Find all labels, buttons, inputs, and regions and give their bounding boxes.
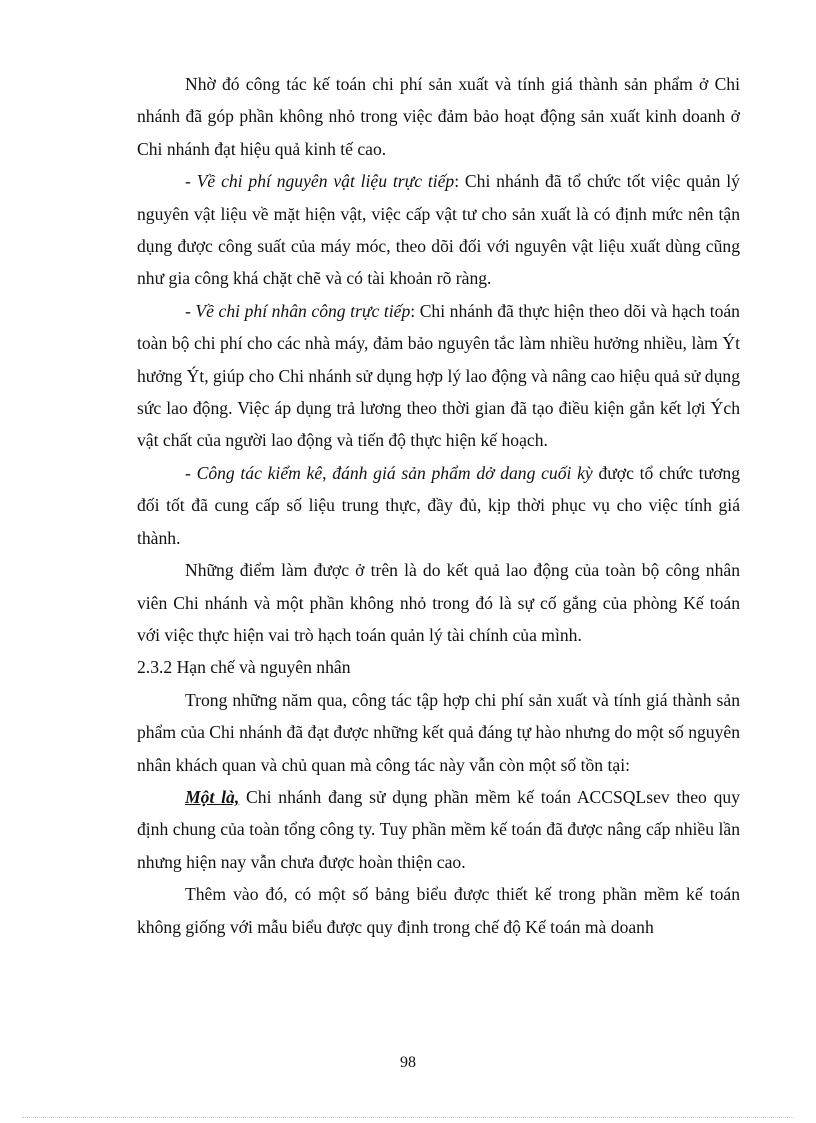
body-text — [137, 68, 740, 943]
paragraph-text: được tổ chức tương đối tốt đã cung cấp số liệu trung thực, đầy đủ, kịp thời phục vụ cho việc tính giá thành. — [137, 462, 740, 548]
italic-label-materials: Về chi phí nguyên vật liệu trực tiếp — [196, 171, 455, 192]
paragraph-text: Trong những năm qua, công tác tập hợp chi phí sản xuất và tính giá thành sản phẩm của Chi nhánh đã đạt được những kết quả đáng tự hào nhưng do một số nguyên nhân khách quan và chủ quan mà công tác này vẫn còn một số tồn tại: — [137, 689, 741, 775]
page-number: 98 — [400, 1054, 416, 1071]
italic-label-labor: Về chi phí nhân công trực tiếp — [195, 300, 411, 321]
section-heading — [137, 651, 740, 683]
bullet-dash: - — [185, 462, 197, 483]
paragraph-limitations-intro — [137, 684, 740, 781]
paragraph-text: Chi nhánh đang sử dụng phần mềm kế toán ACCSQLsev theo quy định chung của toàn tổng công ty. Tuy phần mềm kế toán đã được nâng cấp nhiều lần nhưng hiện nay vẫn chưa được hoàn thiện cao. — [137, 786, 740, 872]
footer-divider — [22, 1117, 794, 1118]
paragraph-first-limitation — [137, 781, 740, 878]
italic-label-inventory: Công tác kiểm kê, đánh giá sản phẩm dở dang cuối kỳ — [196, 462, 593, 483]
paragraph-additional — [137, 878, 740, 943]
paragraph-materials — [137, 165, 740, 295]
bullet-dash: - — [185, 300, 196, 321]
lead-label-first: Một là, — [185, 786, 240, 807]
paragraph-achievements — [137, 554, 740, 651]
paragraph-text: : Chi nhánh đã tổ chức tốt việc quản lý nguyên vật liệu về mặt hiện vật, việc cấp vật tư cho sản xuất là có định mức nên tận dụng được công suất của máy móc, theo dõi đối với nguyên vật liệu xuất dùng cũng như gia công khá chặt chẽ và có tài khoản rõ ràng. — [137, 171, 740, 289]
paragraph-text: Những điểm làm được ở trên là do kết quả lao động của toàn bộ công nhân viên Chi nhánh và một phần không nhỏ trong đó là sự cố gắng của phòng Kế toán với việc thực hiện vai trò hạch toán quản lý tài chính của mình. — [137, 560, 740, 645]
paragraph-labor — [137, 295, 740, 457]
heading-text: 2.3.2 Hạn chế và nguyên nhân — [137, 657, 351, 678]
paragraph-text: Nhờ đó công tác kế toán chi phí sản xuất và tính giá thành sản phẩm ở Chi nhánh đã góp phần không nhỏ trong việc đảm bảo hoạt động sản xuất kinh doanh ở Chi nhánh đạt hiệu quả kinh tế cao. — [137, 74, 740, 159]
bullet-dash: - — [185, 171, 197, 192]
paragraph-text: Thêm vào đó, có một số bảng biểu được thiết kế trong phần mềm kế toán không giống với mẫu biểu được quy định trong chế độ Kế toán mà doanh — [137, 884, 740, 937]
paragraph-conclusion-intro — [137, 68, 740, 165]
paragraph-text: : Chi nhánh đã thực hiện theo dõi và hạch toán toàn bộ chi phí cho các nhà máy, đảm bảo nguyên tắc làm nhiều hưởng nhiều, làm Ýt hưởng Ýt, giúp cho Chi nhánh sử dụng hợp lý lao động và nâng cao hiệu quả sử dụng sức lao động. Việc áp dụng trả lương theo thời gian đã tạo điều kiện gắn kết lợi Ých vật chất của người lao động và tiến độ thực hiện kế hoạch. — [137, 300, 740, 451]
paragraph-inventory — [137, 457, 740, 554]
